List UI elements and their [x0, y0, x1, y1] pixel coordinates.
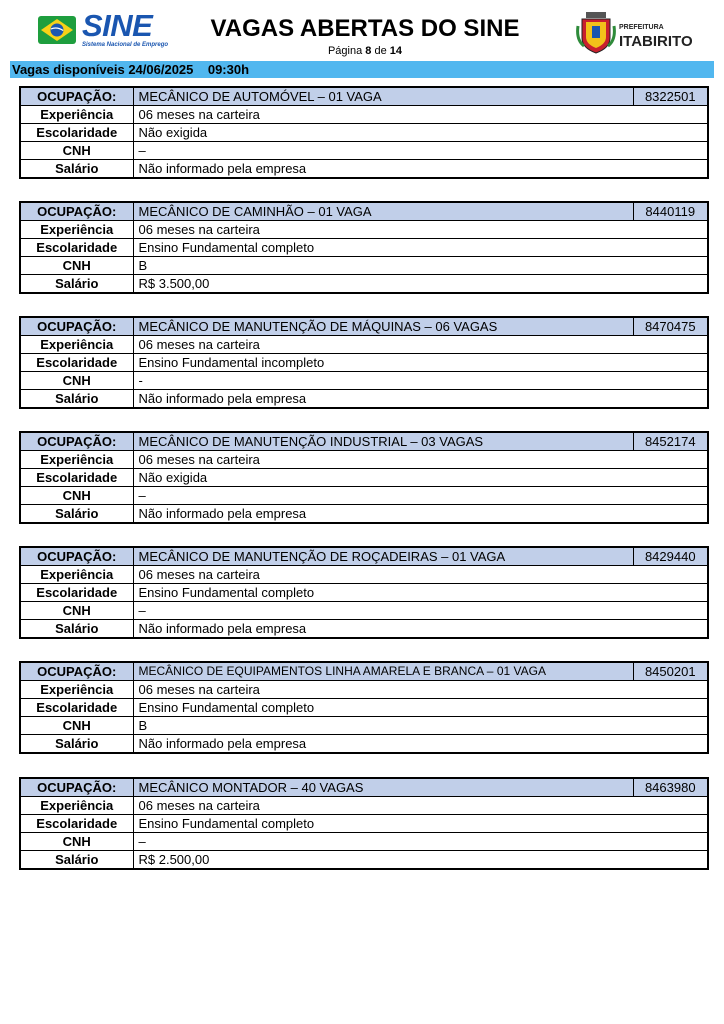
job-header-row [20, 202, 708, 221]
prefeitura-label: PREFEITURA [619, 24, 664, 31]
occupation-label: OCUPAÇÃO: [20, 202, 133, 221]
license-row [20, 372, 708, 390]
salary-label: Salário [20, 390, 133, 409]
page-current: 8 [365, 45, 372, 57]
education-row [20, 354, 708, 372]
salary-value: Não informado pela empresa [133, 735, 708, 754]
job-code: 8450201 [633, 662, 708, 681]
license-label: CNH [20, 602, 133, 620]
job-header-row [20, 317, 708, 336]
salary-value: R$ 2.500,00 [133, 851, 708, 870]
education-label: Escolaridade [20, 354, 133, 372]
job-header-row [20, 87, 708, 106]
education-value: Ensino Fundamental completo [133, 699, 708, 717]
license-value: B [133, 257, 708, 275]
job-header-row [20, 662, 708, 681]
license-value: – [133, 833, 708, 851]
salary-value: R$ 3.500,00 [133, 275, 708, 294]
salary-row [20, 505, 708, 524]
salary-row [20, 851, 708, 870]
job-table [19, 546, 709, 639]
experience-row [20, 566, 708, 584]
education-value: Não exigida [133, 469, 708, 487]
license-value: – [133, 602, 708, 620]
brazil-flag-icon [38, 14, 78, 46]
license-row [20, 717, 708, 735]
experience-value: 06 meses na carteira [133, 566, 708, 584]
education-label: Escolaridade [20, 469, 133, 487]
job-header-row [20, 432, 708, 451]
page-total: 14 [389, 45, 403, 57]
salary-value: Não informado pela empresa [133, 390, 708, 409]
sine-logo [38, 8, 169, 52]
occupation-label: OCUPAÇÃO: [20, 87, 133, 106]
license-label: CNH [20, 372, 133, 390]
experience-label: Experiência [20, 681, 133, 699]
salary-value: Não informado pela empresa [133, 160, 708, 179]
job-code: 8463980 [633, 778, 708, 797]
prefeitura-logo [576, 12, 693, 54]
occupation-label: OCUPAÇÃO: [20, 778, 133, 797]
occupation-label: OCUPAÇÃO: [20, 432, 133, 451]
job-table [19, 316, 709, 409]
job-code: 8440119 [633, 202, 708, 221]
salary-row [20, 160, 708, 179]
occupation-name: MECÂNICO DE EQUIPAMENTOS LINHA AMARELA E BRANCA – 01 VAGA [133, 662, 633, 681]
page-header [0, 0, 724, 62]
license-value: – [133, 487, 708, 505]
experience-row [20, 681, 708, 699]
page-number [190, 45, 540, 58]
education-value: Não exigida [133, 124, 708, 142]
salary-label: Salário [20, 735, 133, 754]
city-crest-icon [576, 12, 616, 54]
salary-value: Não informado pela empresa [133, 505, 708, 524]
experience-value: 06 meses na carteira [133, 797, 708, 815]
salary-label: Salário [20, 620, 133, 639]
page-prefix: Página [327, 45, 363, 57]
education-label: Escolaridade [20, 815, 133, 833]
job-header-row [20, 547, 708, 566]
job-code: 8429440 [633, 547, 708, 566]
license-label: CNH [20, 257, 133, 275]
occupation-label: OCUPAÇÃO: [20, 547, 133, 566]
experience-row [20, 221, 708, 239]
job-table [19, 661, 709, 754]
education-value: Ensino Fundamental incompleto [133, 354, 708, 372]
experience-value: 06 meses na carteira [133, 451, 708, 469]
experience-value: 06 meses na carteira [133, 221, 708, 239]
job-code: 8470475 [633, 317, 708, 336]
education-label: Escolaridade [20, 584, 133, 602]
experience-row [20, 797, 708, 815]
license-label: CNH [20, 142, 133, 160]
salary-row [20, 390, 708, 409]
date-banner [10, 61, 714, 78]
experience-row [20, 336, 708, 354]
salary-row [20, 620, 708, 639]
job-code: 8452174 [633, 432, 708, 451]
experience-label: Experiência [20, 566, 133, 584]
job-code: 8322501 [633, 87, 708, 106]
education-label: Escolaridade [20, 699, 133, 717]
salary-label: Salário [20, 275, 133, 294]
job-table [19, 777, 709, 870]
experience-row [20, 106, 708, 124]
license-value: – [133, 142, 708, 160]
education-value: Ensino Fundamental completo [133, 815, 708, 833]
education-value: Ensino Fundamental completo [133, 584, 708, 602]
occupation-name: MECÂNICO DE CAMINHÃO – 01 VAGA [133, 202, 633, 221]
occupation-name: MECÂNICO MONTADOR – 40 VAGAS [133, 778, 633, 797]
page-title: VAGAS ABERTAS DO SINE [210, 15, 520, 42]
salary-value: Não informado pela empresa [133, 620, 708, 639]
salary-row [20, 275, 708, 294]
license-value: - [133, 372, 708, 390]
experience-value: 06 meses na carteira [133, 336, 708, 354]
license-row [20, 142, 708, 160]
license-row [20, 602, 708, 620]
education-row [20, 699, 708, 717]
experience-value: 06 meses na carteira [133, 106, 708, 124]
education-row [20, 469, 708, 487]
page-of: de [374, 45, 387, 57]
experience-label: Experiência [20, 336, 133, 354]
education-row [20, 239, 708, 257]
experience-value: 06 meses na carteira [133, 681, 708, 699]
city-name: ITABIRITO [619, 33, 693, 50]
education-label: Escolaridade [20, 124, 133, 142]
experience-row [20, 451, 708, 469]
job-table [19, 86, 709, 179]
license-label: CNH [20, 833, 133, 851]
license-row [20, 833, 708, 851]
occupation-label: OCUPAÇÃO: [20, 317, 133, 336]
salary-row [20, 735, 708, 754]
job-header-row [20, 778, 708, 797]
education-value: Ensino Fundamental completo [133, 239, 708, 257]
salary-label: Salário [20, 505, 133, 524]
education-row [20, 584, 708, 602]
banner-time: 09:30h [207, 62, 250, 77]
sine-logo-subtitle: Sistema Nacional de Emprego [82, 42, 169, 48]
job-table [19, 201, 709, 294]
license-label: CNH [20, 487, 133, 505]
license-row [20, 257, 708, 275]
license-label: CNH [20, 717, 133, 735]
salary-label: Salário [20, 851, 133, 870]
license-row [20, 487, 708, 505]
sine-logo-text: SINE [82, 8, 153, 43]
experience-label: Experiência [20, 106, 133, 124]
salary-label: Salário [20, 160, 133, 179]
experience-label: Experiência [20, 797, 133, 815]
education-row [20, 815, 708, 833]
education-label: Escolaridade [20, 239, 133, 257]
occupation-name: MECÂNICO DE MANUTENÇÃO DE MÁQUINAS – 06 VAGAS [133, 317, 633, 336]
occupation-name: MECÂNICO DE AUTOMÓVEL – 01 VAGA [133, 87, 633, 106]
experience-label: Experiência [20, 221, 133, 239]
occupation-label: OCUPAÇÃO: [20, 662, 133, 681]
banner-label: Vagas disponíveis 24/06/2025 [12, 62, 194, 77]
job-table [19, 431, 709, 524]
occupation-name: MECÂNICO DE MANUTENÇÃO DE ROÇADEIRAS – 01 VAGA [133, 547, 633, 566]
experience-label: Experiência [20, 451, 133, 469]
occupation-name: MECÂNICO DE MANUTENÇÃO INDUSTRIAL – 03 VAGAS [133, 432, 633, 451]
license-value: B [133, 717, 708, 735]
education-row [20, 124, 708, 142]
